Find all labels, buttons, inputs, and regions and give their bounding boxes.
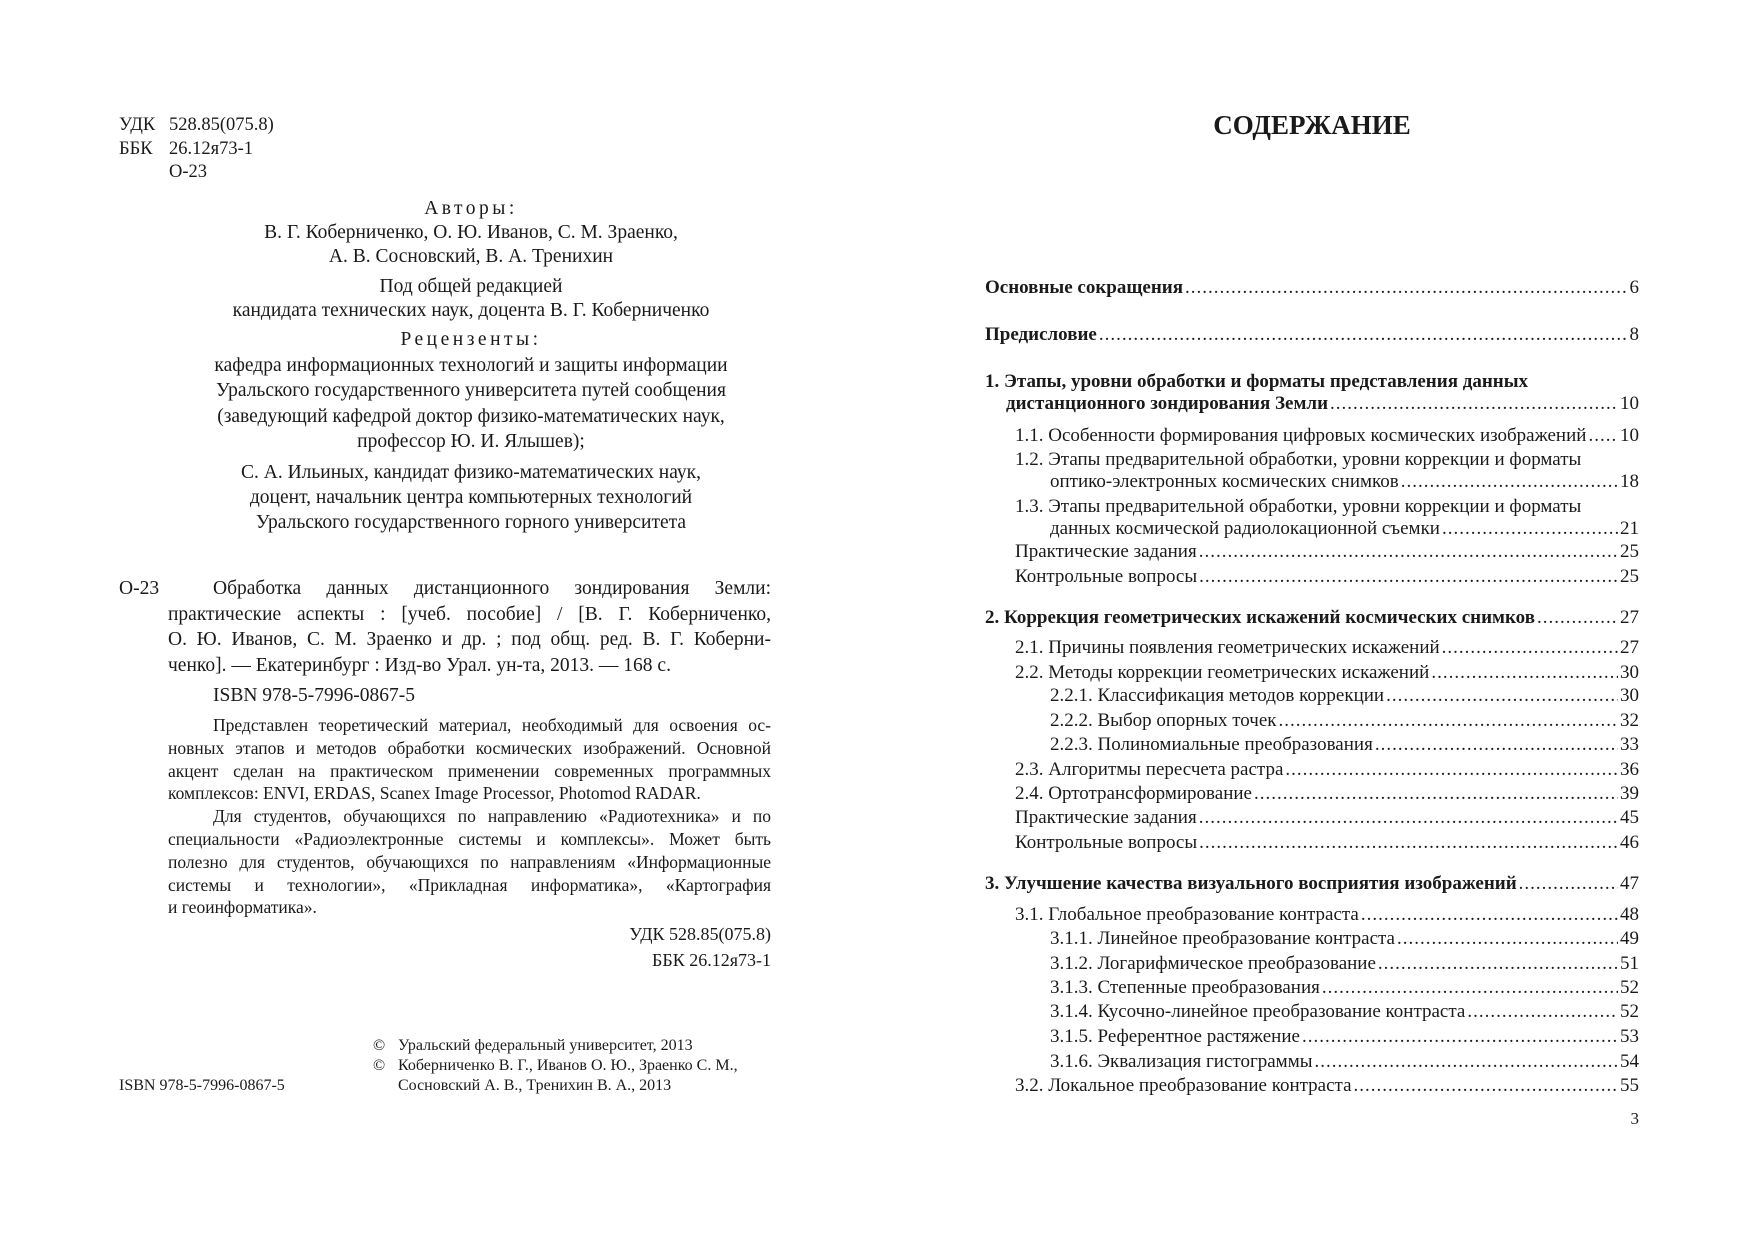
toc-entry[interactable] xyxy=(1050,1026,1639,1048)
dot-leader xyxy=(1397,928,1618,950)
dot-leader xyxy=(1401,471,1618,493)
abstract-line: новных этапов и методов обработки космических изображений. Основной xyxy=(168,737,771,758)
isbn-bottom: ISBN 978-5-7996-0867-5 xyxy=(119,1077,285,1094)
toc-page-number: 6 xyxy=(1629,277,1639,298)
toc-entry[interactable] xyxy=(1015,807,1639,829)
toc-entry[interactable] xyxy=(1015,904,1639,926)
toc-entry-title: Основные сокращения xyxy=(985,277,1184,298)
toc-entry[interactable] xyxy=(1015,783,1639,805)
dot-leader xyxy=(1431,662,1618,684)
dot-leader xyxy=(1386,685,1618,707)
toc-entry[interactable] xyxy=(985,324,1639,346)
toc-page-number: 49 xyxy=(1620,928,1639,949)
dot-leader xyxy=(1302,1026,1618,1048)
toc-entry-title: 3.1.2. Логарифмическое преобразование xyxy=(1050,953,1376,974)
toc-page-number: 52 xyxy=(1620,977,1639,998)
toc-entry[interactable] xyxy=(1015,662,1639,684)
dot-leader xyxy=(1199,541,1618,563)
toc-page-number: 30 xyxy=(1620,662,1639,683)
toc-entry-title: 2.2.3. Полиномиальные преобразования xyxy=(1050,734,1373,755)
editor-line: Под общей редакцией xyxy=(379,276,563,297)
toc-page-number: 32 xyxy=(1620,710,1639,731)
reviewer-line: Уральского государственного университета путей сообщения xyxy=(216,380,726,401)
dot-leader xyxy=(1467,1001,1618,1023)
toc-entry-title: 3. Улучшение качества визуального восприятия изображений xyxy=(985,873,1517,894)
toc-entry-title: 2.2.2. Выбор опорных точек xyxy=(1050,710,1277,731)
toc-entry[interactable] xyxy=(985,371,1639,415)
toc-entry-title: 3.1.4. Кусочно-линейное преобразование контраста xyxy=(1050,1001,1466,1022)
toc-entry[interactable] xyxy=(1015,449,1639,493)
abstract-line: Для студентов, обучающихся по направлению «Радиотехника» и по xyxy=(213,806,771,827)
abstract-line: полезно для студентов, обучающихся по направлениям «Информационные xyxy=(168,851,771,872)
biblio-line: Обработка данных дистанционного зондирования Земли: xyxy=(213,578,771,599)
dot-leader xyxy=(1279,710,1619,732)
toc-entry-title: Контрольные вопросы xyxy=(1015,832,1198,853)
toc-entry-title: 1.3. Этапы предварительной обработки, уровни коррекции и форматы xyxy=(1015,496,1582,517)
copyright-symbol: © xyxy=(373,1037,386,1054)
toc-entry[interactable] xyxy=(1050,977,1639,999)
toc-entry-title: 2. Коррекция геометрических искажений космических снимков xyxy=(985,607,1535,628)
toc-entry-title: Предисловие xyxy=(985,324,1097,345)
page-number: 3 xyxy=(1630,1109,1639,1128)
toc-entry[interactable] xyxy=(1050,734,1639,756)
toc-entry-title: 1.2. Этапы предварительной обработки, уровни коррекции и форматы xyxy=(1015,449,1582,470)
isbn: ISBN 978-5-7996-0867-5 xyxy=(213,685,416,706)
dot-leader xyxy=(1442,518,1618,540)
toc-entry-title-continuation: данных космической радиолокационной съемки xyxy=(1050,518,1440,539)
copyright-line: Сосновский А. В., Тренихин В. А., 2013 xyxy=(398,1077,672,1094)
toc-page-number: 54 xyxy=(1620,1051,1639,1072)
toc-entry-title: 2.4. Ортотрансформирование xyxy=(1015,783,1252,804)
toc-page-number: 21 xyxy=(1620,518,1639,539)
editor-line: кандидата технических наук, доцента В. Г. Коберниченко xyxy=(232,300,710,321)
toc-page-number: 51 xyxy=(1620,953,1639,974)
abstract-line: и геоинформатика». xyxy=(168,897,317,918)
toc-entry-title: Контрольные вопросы xyxy=(1015,566,1198,587)
biblio-line: ченко]. — Екатеринбург : Изд-во Урал. ун-та, 2013. — 168 с. xyxy=(168,654,671,676)
biblio-mark: О-23 xyxy=(119,578,160,599)
toc-entry[interactable] xyxy=(1015,496,1639,540)
toc-entry[interactable] xyxy=(985,277,1639,299)
dot-leader xyxy=(1378,953,1618,975)
abstract-line: специальности «Радиоэлектронные системы и комплексы». Может быть xyxy=(168,828,771,849)
toc-entry[interactable] xyxy=(1050,1051,1639,1073)
toc-page-number: 46 xyxy=(1620,832,1639,853)
abstract-line: акцент сделан на практическом применении современных программных xyxy=(168,760,771,781)
toc-page-number: 27 xyxy=(1620,637,1639,658)
toc-entry[interactable] xyxy=(1050,928,1639,950)
toc-entry-title: 3.1.6. Эквализация гистограммы xyxy=(1050,1051,1313,1072)
udk-value: 528.85(075.8) xyxy=(169,115,274,135)
dot-leader xyxy=(1199,566,1618,588)
toc-entry-title-continuation: оптико-электронных космических снимков xyxy=(1050,471,1399,492)
dot-leader xyxy=(1199,832,1618,854)
toc-entry[interactable] xyxy=(1015,566,1639,588)
dot-leader xyxy=(1375,734,1618,756)
toc-entry[interactable] xyxy=(985,607,1639,629)
toc-entry[interactable] xyxy=(1015,1075,1639,1097)
author-mark: О-23 xyxy=(169,162,208,182)
toc-page-number: 55 xyxy=(1620,1075,1639,1096)
reviewer-line: профессор Ю. И. Ялышев); xyxy=(357,431,585,452)
toc-page-number: 48 xyxy=(1620,904,1639,925)
reviewer-line: С. А. Ильиных, кандидат физико-математических наук, xyxy=(241,462,701,483)
udk-bottom: УДК 528.85(075.8) xyxy=(629,924,771,944)
bbk-label: ББК xyxy=(119,138,153,159)
abstract-line: комплексов: ENVI, ERDAS, Scanex Image Processor, Photomod RADAR. xyxy=(168,783,701,804)
toc-entry-title: 3.1.5. Референтное растяжение xyxy=(1050,1026,1300,1047)
dot-leader xyxy=(1254,783,1618,805)
toc-entry-title: 3.1.3. Степенные преобразования xyxy=(1050,977,1320,998)
dot-leader xyxy=(1519,873,1618,895)
toc-page-number: 39 xyxy=(1620,783,1639,804)
dot-leader xyxy=(1099,324,1628,346)
dot-leader xyxy=(1361,904,1618,926)
reviewer-line: кафедра информационных технологий и защиты информации xyxy=(214,354,728,376)
page-title: СОДЕРЖАНИЕ xyxy=(1213,110,1411,140)
dot-leader xyxy=(1285,759,1618,781)
toc-page-number: 10 xyxy=(1620,393,1639,414)
toc-entry-title: Практические задания xyxy=(1015,807,1197,828)
toc-entry-title: 1. Этапы, уровни обработки и форматы представления данных xyxy=(985,371,1529,392)
abstract-line: Представлен теоретический материал, необходимый для освоения ос- xyxy=(213,715,771,735)
biblio-line: О. Ю. Иванов, С. М. Зраенко и др. ; под общ. ред. В. Г. Коберни- xyxy=(168,629,771,650)
toc-entry-title: 2.3. Алгоритмы пересчета растра xyxy=(1015,759,1284,780)
toc-entry[interactable] xyxy=(1015,759,1639,781)
toc-entry[interactable] xyxy=(1015,637,1639,659)
toc-page-number: 10 xyxy=(1620,425,1639,446)
toc-page-number: 18 xyxy=(1620,471,1639,492)
bbk-value: 26.12я73-1 xyxy=(169,138,254,159)
toc-entry[interactable] xyxy=(1050,710,1639,732)
dot-leader xyxy=(1330,393,1618,415)
toc-entry-title: 3.1. Глобальное преобразование контраста xyxy=(1015,904,1359,925)
toc-page-number: 8 xyxy=(1629,324,1639,345)
dot-leader xyxy=(1199,807,1618,829)
toc-page-number: 52 xyxy=(1620,1001,1639,1022)
toc-page-number: 47 xyxy=(1620,873,1639,894)
copyright-symbol: © xyxy=(373,1057,386,1074)
dot-leader xyxy=(1315,1051,1619,1073)
dot-leader xyxy=(1354,1075,1618,1097)
toc-entry-title: 1.1. Особенности формирования цифровых космических изображений xyxy=(1015,425,1587,446)
toc-page-number: 36 xyxy=(1620,759,1639,780)
toc-page-number: 25 xyxy=(1620,541,1639,562)
toc-entry-title: 2.2. Методы коррекции геометрических искажений xyxy=(1015,662,1430,683)
reviewer-line: (заведующий кафедрой доктор физико-математических наук, xyxy=(217,405,725,427)
toc-entry-title: 2.1. Причины появления геометрических искажений xyxy=(1015,637,1440,658)
reviewer-line: Уральского государственного горного университета xyxy=(255,512,687,533)
toc-page-number: 27 xyxy=(1620,607,1639,628)
toc-page-number: 25 xyxy=(1620,566,1639,587)
abstract-line: системы и технологии», «Прикладная информатика», «Картография xyxy=(168,874,771,895)
toc-page-number: 30 xyxy=(1620,685,1639,706)
reviewer-line: доцент, начальник центра компьютерных технологий xyxy=(249,487,693,508)
toc-entry[interactable] xyxy=(985,873,1639,895)
toc-entry-title: Практические задания xyxy=(1015,541,1197,562)
toc-entry[interactable] xyxy=(1050,953,1639,975)
toc-entry[interactable] xyxy=(1050,1001,1639,1023)
authors-line: В. Г. Коберниченко, О. Ю. Иванов, С. М. Зраенко, xyxy=(264,222,678,243)
toc-entry-title: 3.2. Локальное преобразование контраста xyxy=(1015,1075,1352,1096)
toc-entry[interactable] xyxy=(1015,541,1639,563)
dot-leader xyxy=(1537,607,1618,629)
toc-entry-title-continuation: дистанционного зондирования Земли xyxy=(1006,393,1329,414)
toc-page-number: 53 xyxy=(1620,1026,1639,1047)
toc-entry-title: 3.1.1. Линейное преобразование контраста xyxy=(1050,928,1395,949)
reviewers-heading: Рецензенты: xyxy=(400,329,542,350)
udk-label: УДК xyxy=(119,115,156,135)
toc-entry-title: 2.2.1. Классификация методов коррекции xyxy=(1050,685,1385,706)
copyright-line: Коберниченко В. Г., Иванов О. Ю., Зраенко С. М., xyxy=(398,1057,738,1074)
toc-page-number: 45 xyxy=(1620,807,1639,828)
bbk-bottom: ББК 26.12я73-1 xyxy=(652,949,771,970)
dot-leader xyxy=(1322,977,1618,999)
authors-heading: Авторы: xyxy=(424,198,518,219)
toc-entry[interactable] xyxy=(1015,832,1639,854)
copyright-line: Уральский федеральный университет, 2013 xyxy=(398,1037,693,1054)
dot-leader xyxy=(1185,277,1627,299)
toc-entry[interactable] xyxy=(1015,425,1639,447)
biblio-line: практические аспекты : [учеб. пособие] / [В. Г. Коберниченко, xyxy=(168,603,771,625)
toc-page-number: 33 xyxy=(1620,734,1639,755)
toc-entry[interactable] xyxy=(1050,685,1639,707)
dot-leader xyxy=(1442,637,1618,659)
dot-leader xyxy=(1588,425,1618,447)
authors-line: А. В. Сосновский, В. А. Тренихин xyxy=(328,246,614,267)
